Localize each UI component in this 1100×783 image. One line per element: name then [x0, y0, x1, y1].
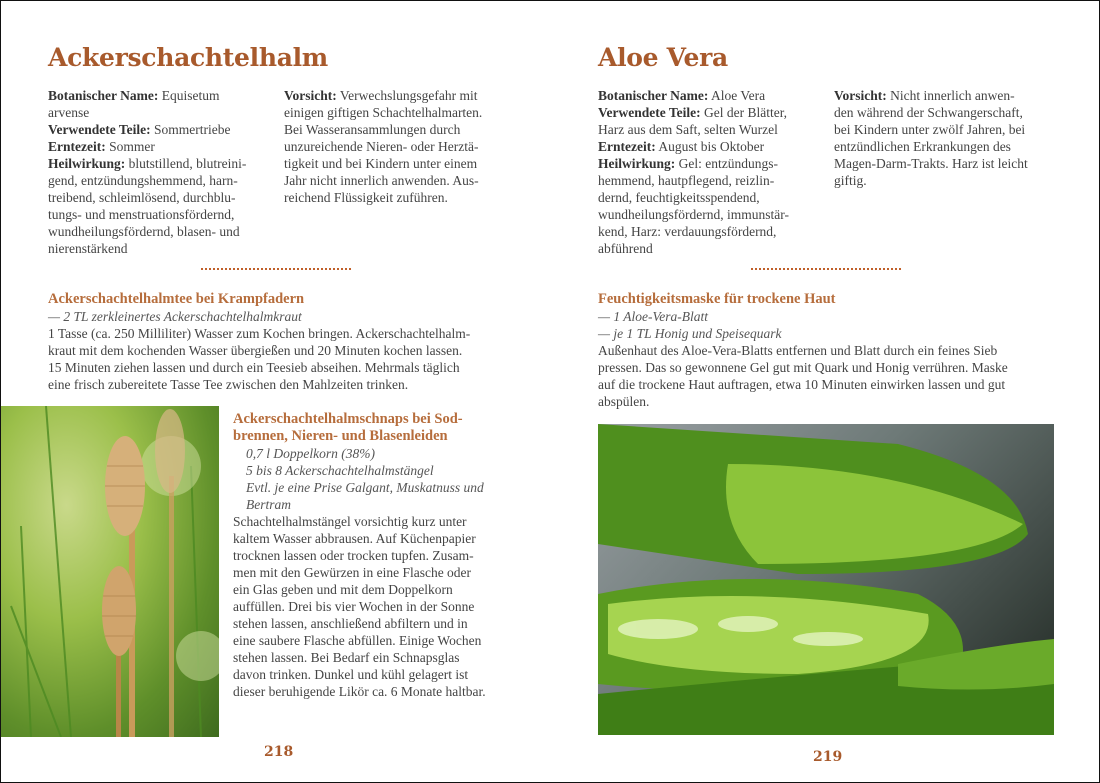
label: Botanischer Name: [598, 88, 709, 103]
label: Erntezeit: [598, 139, 656, 154]
plant-profile [48, 87, 246, 257]
aloe-vera-photo [598, 424, 1054, 735]
value: Aloe Vera [708, 88, 766, 103]
ingredient: — 2 TL zerkleinertes Ackerschachtelhalmkraut [48, 309, 302, 324]
recipe-text: Außenhaut des Aloe-Vera-Blatts entfernen und Blatt durch ein feines Sieb pressen. Das so gewonnene Gel gut mit Quark und Honig verrühren. Maske auf die trockene Haut auftragen, etwa 10 Minuten einwirken lassen und gut abspülen. [598, 343, 1008, 409]
value: Sommertriebe [150, 122, 231, 137]
dotted-divider [201, 268, 351, 270]
recipe-title: Ackerschachtelhalmtee bei Krampfadern [48, 291, 305, 307]
ingredient: 5 bis 8 Ackerschachtelhalmstängel [246, 463, 434, 478]
value: Sommer [105, 139, 155, 154]
value: Equisetum arvense [48, 88, 220, 120]
label: Erntezeit: [48, 139, 106, 154]
label: Verwendete Teile: [48, 122, 151, 137]
caution-text [284, 87, 482, 206]
label: Botanischer Name: [48, 88, 159, 103]
recipe-title: Feuchtigkeitsmaske für trockene Haut [598, 291, 836, 307]
value: Gel der Blätter, Harz aus dem Saft, selten Wurzel [598, 105, 788, 137]
horsetail-photo [1, 406, 219, 737]
label: Vorsicht: [834, 88, 887, 103]
label: Verwendete Teile: [598, 105, 701, 120]
plant-profile [598, 87, 789, 257]
page-number: 219 [813, 749, 843, 765]
page-number: 218 [264, 744, 294, 760]
ingredient: Evtl. je eine Prise Galgant, Muskatnuss und Bertram [246, 480, 484, 512]
ingredient: — je 1 TL Honig und Speisequark [598, 326, 782, 341]
page-title: Ackerschachtelhalm [48, 43, 328, 72]
value: blutstillend, blutreini- gend, entzündungshemmend, harn- treibend, schleimlösend, durchblu- tungs- und menstruationsfördernd, wundheilungsfördernd, blasen- und nierenstärkend [48, 156, 247, 256]
recipe-text: Schachtelhalmstängel vorsichtig kurz unter kaltem Wasser abbrausen. Auf Küchenpapier trocknen lassen oder trocken tupfen. Zusam- men mit den Gewürzen in eine Flasche oder ein Glas geben und mit dem Doppelkorn auffüllen. Drei bis vier Wochen in der Sonne stehen lassen, anschließend abfiltern und in eine saubere Flasche abfüllen. Einige Wochen stehen lassen. Bei Bedarf ein Schnapsglas davon trinken. Dunkel und kühl gelagert ist dieser beruhigende Likör ca. 6 Monate haltbar. [233, 514, 486, 699]
dotted-divider [751, 268, 901, 270]
label: Vorsicht: [284, 88, 337, 103]
label: Heilwirkung: [598, 156, 676, 171]
caution-text [834, 87, 1028, 189]
value: August bis Oktober [655, 139, 765, 154]
value: Gel: entzündungs- hemmend, hautpflegend, reizlin- dernd, feuchtigkeitsspendend, wundheilungsfördernd, immunstär- kend, Harz: verdauungsfördernd, abführend [598, 156, 789, 256]
ingredient: — 1 Aloe-Vera-Blatt [598, 309, 708, 324]
ingredient: 0,7 l Doppelkorn (38%) [246, 446, 375, 461]
label: Heilwirkung: [48, 156, 126, 171]
page-title: Aloe Vera [598, 43, 728, 72]
value: Verwechslungsgefahr mit einigen giftigen Schachtelhalmarten. Bei Wasseransammlungen durch unzureichende Nieren- oder Herztä- tigkeit und bei Kindern unter einem Jahr nicht innerlich anwenden. Aus- reichend Flüssigkeit zuführen. [284, 88, 483, 205]
recipe-title: Ackerschachtelhalmschnaps bei Sod- brennen, Nieren- und Blasenleiden [233, 411, 463, 444]
recipe-text: 1 Tasse (ca. 250 Milliliter) Wasser zum Kochen bringen. Ackerschachtelhalm- kraut mit dem kochenden Wasser übergießen und 20 Minuten kochen lassen. 15 Minuten ziehen lassen und durch ein Teesieb abseihen. Mehrmals täglich eine frisch zubereitete Tasse Tee zwischen den Mahlzeiten trinken. [48, 326, 471, 392]
value: Nicht innerlich anwen- den während der Schwangerschaft, bei Kindern unter zwölf Jahren, bei entzündlichen Erkrankungen des Magen-Darm-Trakts. Harz ist leicht giftig. [834, 88, 1028, 188]
